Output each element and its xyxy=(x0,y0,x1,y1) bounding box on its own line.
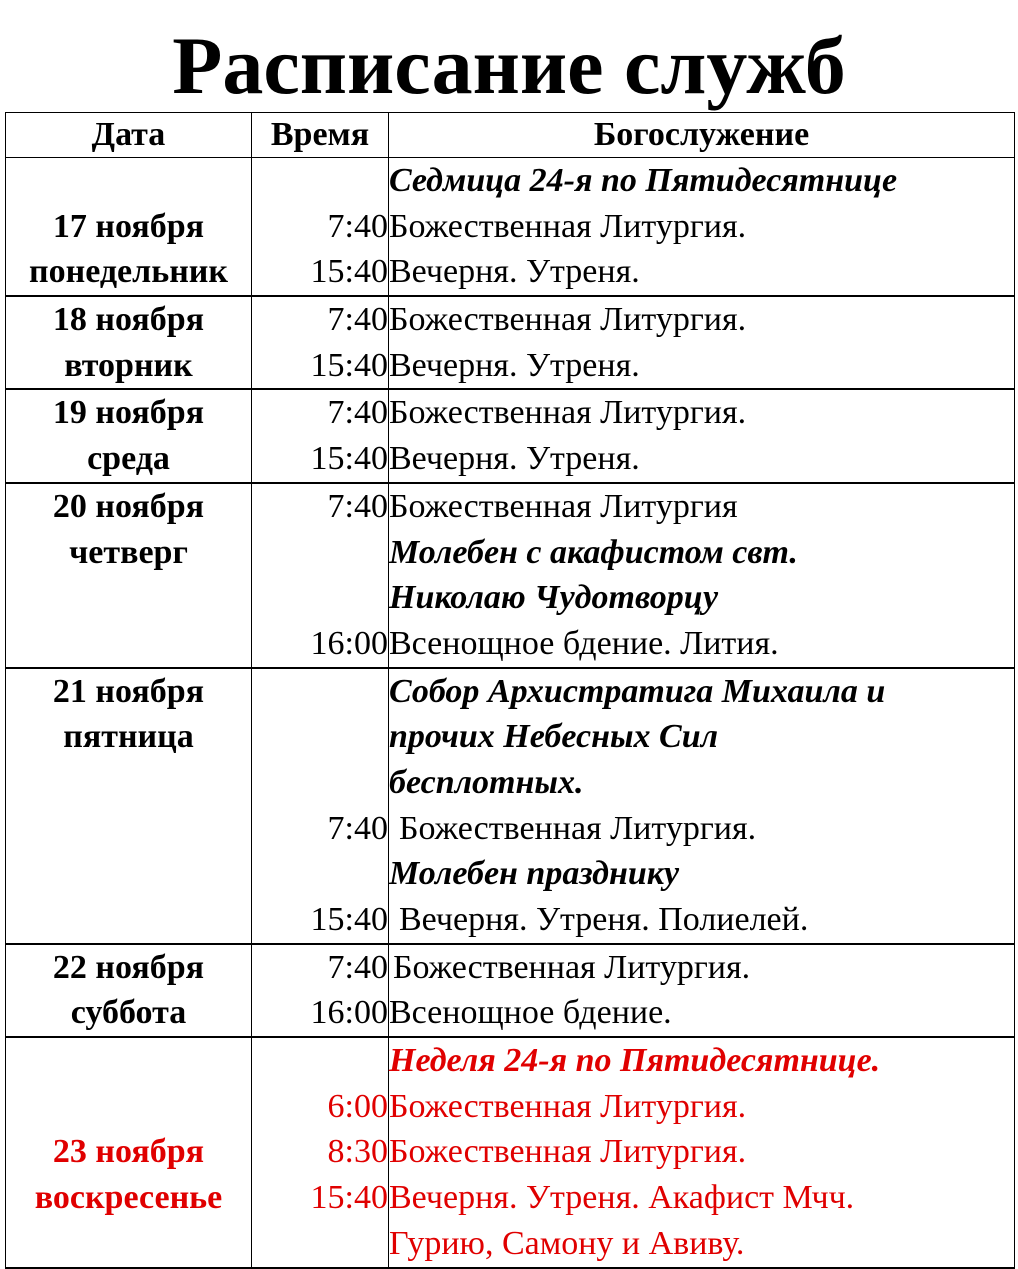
service-time xyxy=(252,575,388,621)
service-name: Вечерня. Утреня. xyxy=(389,346,640,384)
service-name: Божественная Литургия. xyxy=(389,207,747,245)
service-time: 7:40 xyxy=(327,301,388,339)
header-date: Дата xyxy=(6,113,252,158)
date-cell xyxy=(6,1037,252,1267)
page-title: Расписание служб xyxy=(172,20,846,111)
service-time: 15:40 xyxy=(310,901,388,938)
service-cell xyxy=(389,944,1015,1037)
schedule-table xyxy=(5,112,1015,1269)
service-time: 15:40 xyxy=(310,440,388,478)
service-name: Божественная Литургия. xyxy=(389,1133,747,1171)
feast-title: Седмица 24-я по Пятидесятнице xyxy=(389,162,898,199)
date-cell xyxy=(6,158,252,297)
day-weekday: воскресенье xyxy=(34,1179,223,1217)
day-row-20-nov xyxy=(6,483,1015,668)
day-date: 21 ноября xyxy=(52,672,205,710)
service-name: Всенощное бдение. xyxy=(389,994,672,1032)
service-time: 16:00 xyxy=(310,624,388,662)
service-name: Вечерня. Утреня. xyxy=(389,440,640,478)
date-cell xyxy=(6,944,252,1037)
service-time xyxy=(252,669,388,715)
feast-title: прочих Небесных Сил xyxy=(389,718,719,756)
header-service: Богослужение xyxy=(389,113,1015,158)
service-cell xyxy=(389,668,1015,944)
feast-title: бесплотных. xyxy=(389,763,584,801)
service-name: Всенощное бдение. Лития. xyxy=(389,624,779,662)
service-name: Вечерня. Утреня. Полиелей. xyxy=(399,901,809,938)
time-cell xyxy=(252,158,389,297)
service-cell xyxy=(389,158,1015,297)
moleben-title: Молебен с акафистом свт. xyxy=(389,533,798,571)
table-header-row xyxy=(6,113,1015,158)
day-date: 22 ноября xyxy=(52,948,205,986)
time-cell xyxy=(252,483,389,668)
day-date: 18 ноября xyxy=(52,301,205,339)
service-time xyxy=(252,530,388,576)
day-row-19-nov xyxy=(6,389,1015,482)
date-cell xyxy=(6,389,252,482)
service-time: 6:00 xyxy=(327,1087,388,1125)
service-time: 7:40 xyxy=(327,948,388,986)
service-time: 15:40 xyxy=(310,253,388,291)
day-weekday: вторник xyxy=(64,346,193,384)
service-cell xyxy=(389,1037,1015,1267)
service-name: Вечерня. Утреня. Акафист Мчч. xyxy=(389,1179,855,1217)
service-time xyxy=(252,760,388,806)
time-cell xyxy=(252,1037,389,1267)
time-cell xyxy=(252,389,389,482)
day-weekday: пятница xyxy=(63,718,194,756)
service-time: 8:30 xyxy=(327,1133,388,1171)
day-row-23-nov xyxy=(6,1037,1015,1267)
service-cell xyxy=(389,483,1015,668)
day-row-17-nov xyxy=(6,158,1015,297)
feast-title: Неделя 24-я по Пятидесятнице. xyxy=(389,1042,881,1080)
day-weekday: суббота xyxy=(70,994,187,1032)
day-row-21-nov xyxy=(6,668,1015,944)
service-name: Божественная Литургия. xyxy=(389,394,747,432)
time-cell xyxy=(252,668,389,944)
service-time xyxy=(252,714,388,760)
service-cell xyxy=(389,389,1015,482)
feast-title: Собор Архистратига Михаила и xyxy=(389,672,886,710)
day-weekday: понедельник xyxy=(29,253,228,291)
service-cell xyxy=(389,296,1015,389)
service-time: 7:40 xyxy=(327,809,388,847)
service-time: 16:00 xyxy=(310,994,388,1032)
date-cell xyxy=(6,296,252,389)
header-time: Время xyxy=(252,113,389,158)
service-name: Божественная Литургия xyxy=(389,487,738,525)
day-date: 19 ноября xyxy=(52,394,205,432)
day-weekday: четверг xyxy=(69,533,188,571)
service-time xyxy=(252,851,388,897)
day-row-18-nov xyxy=(6,296,1015,389)
moleben-title: Николаю Чудотворцу xyxy=(389,579,719,617)
day-date: 23 ноября xyxy=(52,1133,205,1171)
date-cell xyxy=(6,483,252,668)
service-name: Божественная Литургия. xyxy=(389,301,747,339)
time-cell xyxy=(252,296,389,389)
service-name: Божественная Литургия. xyxy=(399,809,757,847)
day-date: 20 ноября xyxy=(52,487,205,525)
service-time xyxy=(252,1221,388,1267)
day-date: 17 ноября xyxy=(52,207,205,245)
moleben-title: Молебен празднику xyxy=(389,855,680,893)
day-weekday: среда xyxy=(87,440,170,478)
service-time: 7:40 xyxy=(327,207,388,245)
service-name: Божественная Литургия. xyxy=(389,1087,747,1125)
service-name: Вечерня. Утреня. xyxy=(389,253,640,291)
service-name: Божественная Литургия. xyxy=(393,948,751,986)
service-time: 15:40 xyxy=(310,346,388,384)
day-row-22-nov xyxy=(6,944,1015,1037)
service-name: Гурию, Самону и Авиву. xyxy=(389,1224,745,1262)
service-time xyxy=(252,158,388,204)
service-time: 7:40 xyxy=(327,394,388,432)
service-time: 15:40 xyxy=(310,1179,388,1217)
time-cell xyxy=(252,944,389,1037)
service-time xyxy=(252,1038,388,1084)
date-cell xyxy=(6,668,252,944)
service-time: 7:40 xyxy=(327,487,388,525)
